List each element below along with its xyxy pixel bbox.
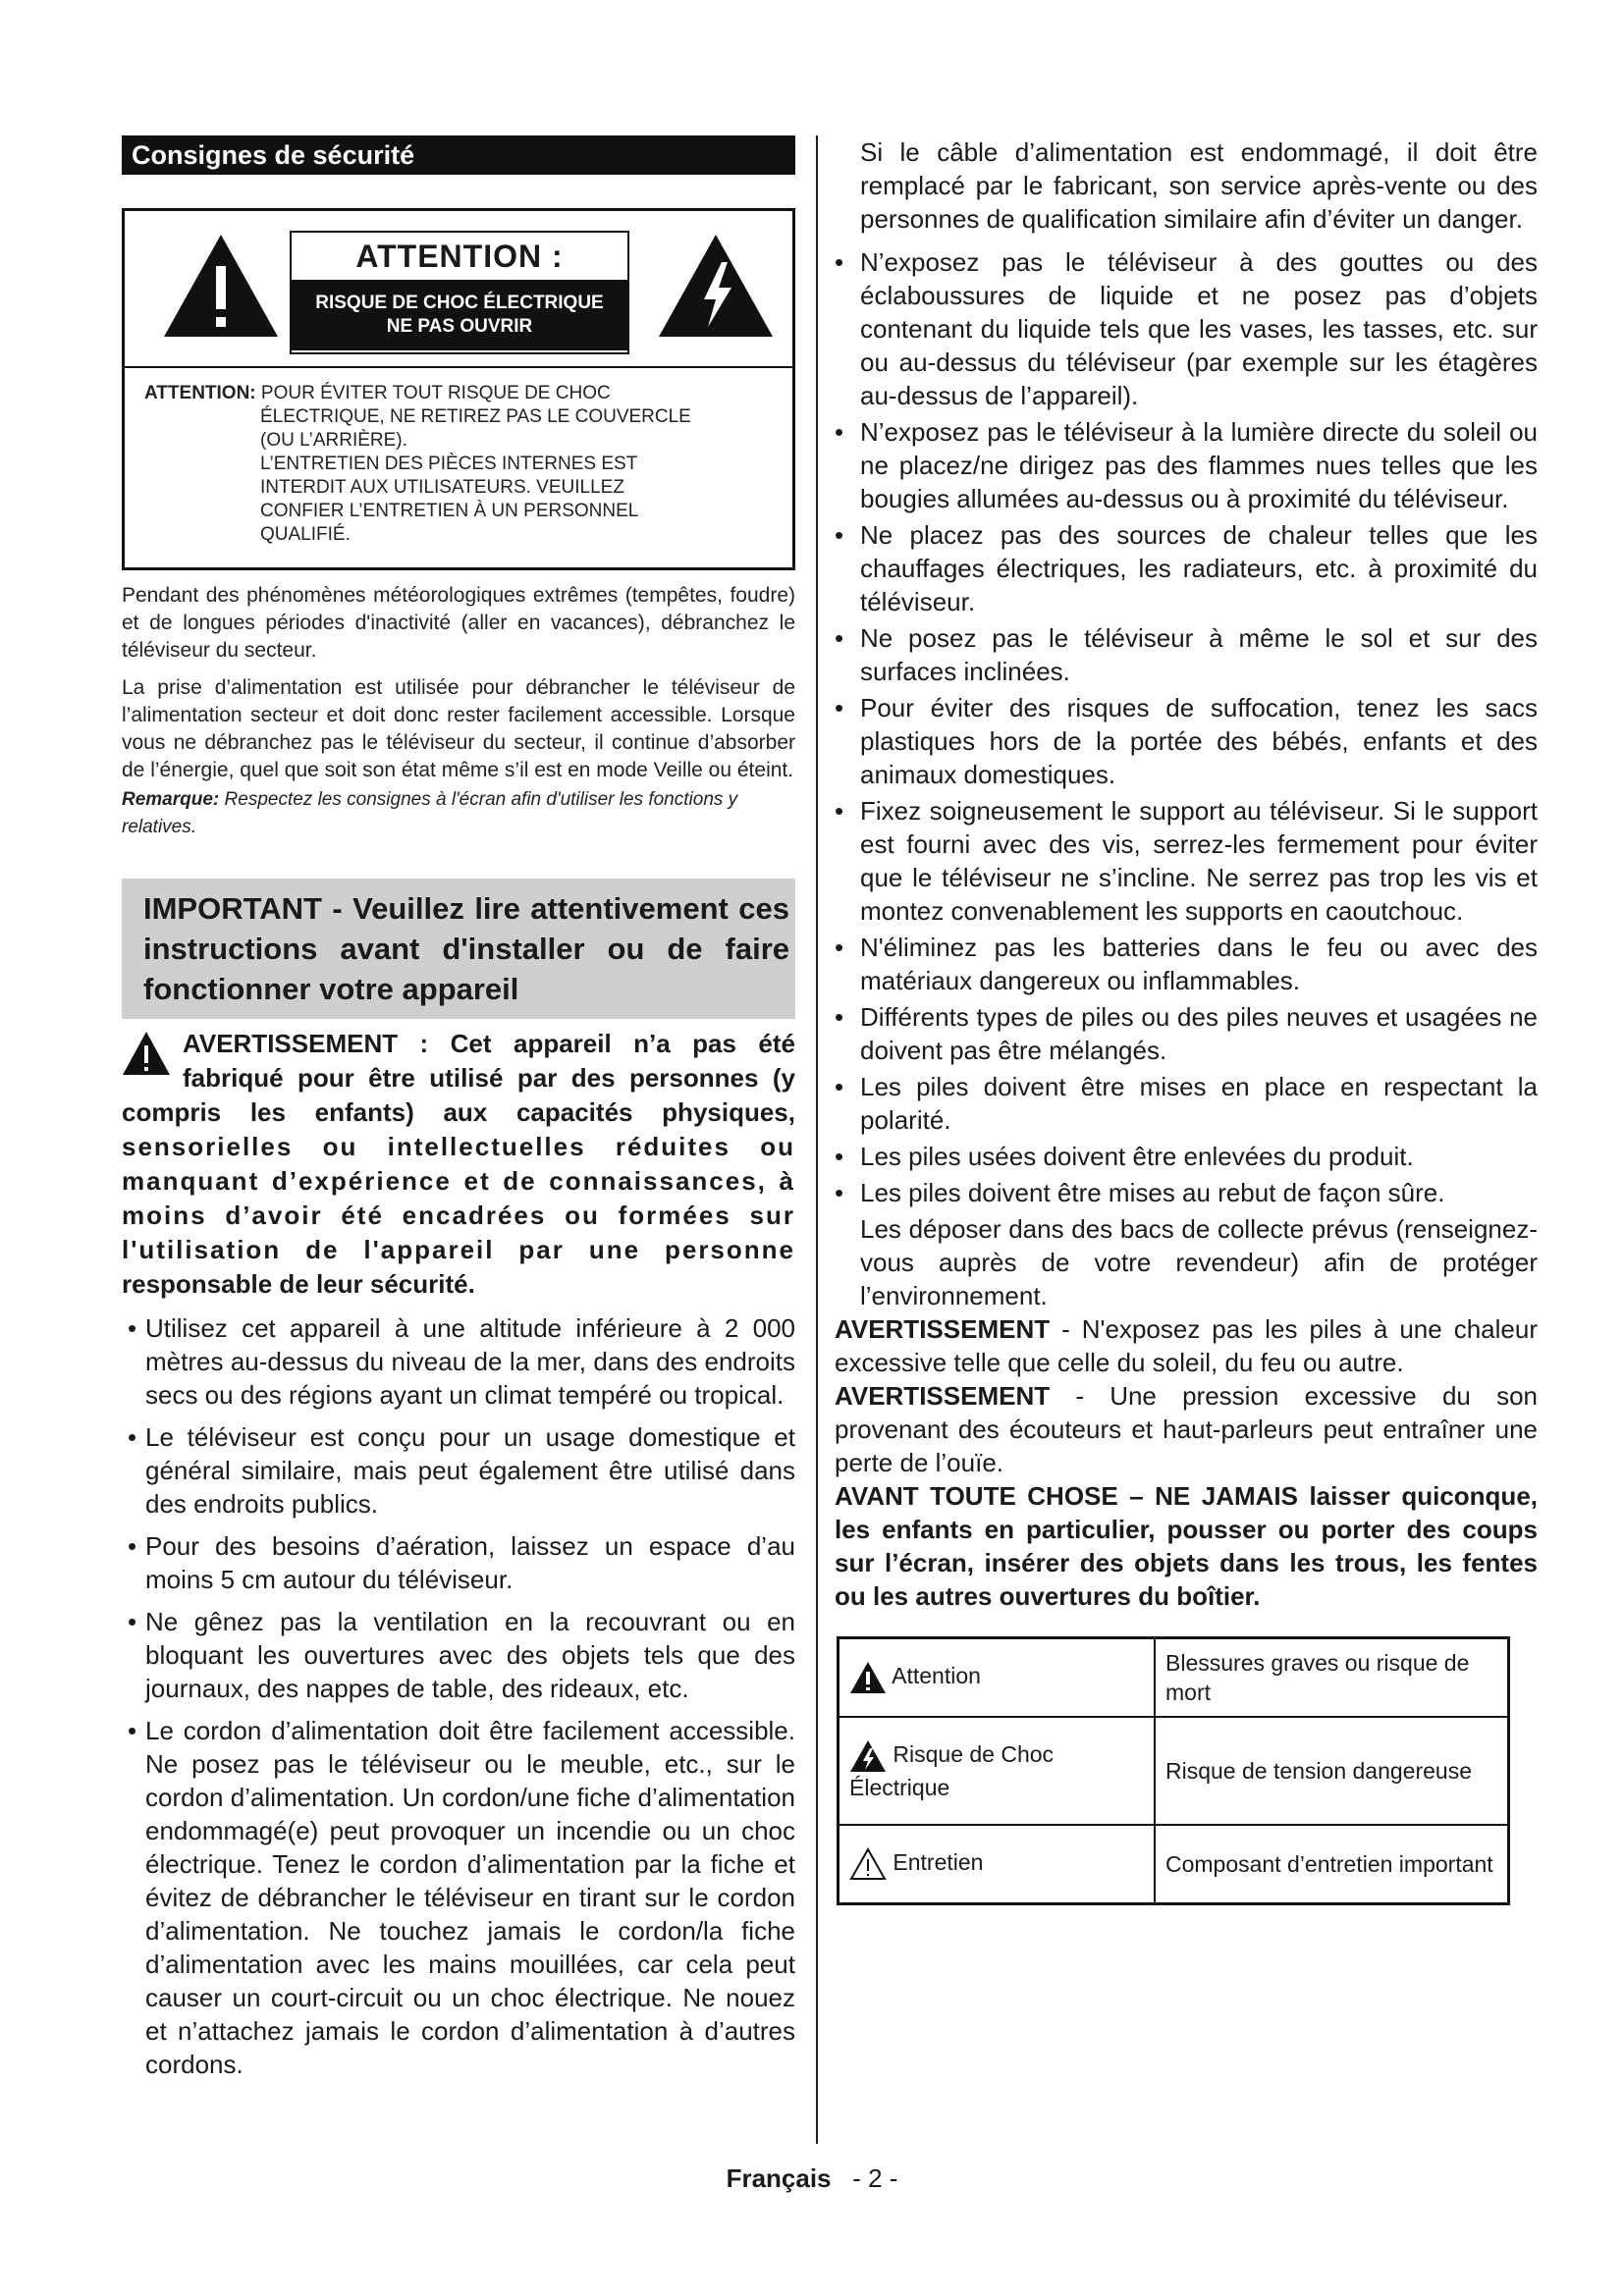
paragraph-power-plug: La prise d’alimentation est utilisée pour débrancher le téléviseur de l’alimentation secteur et doit donc rester facilement accessible. Lorsque vous ne débranchez pas le téléviseur du secteur, il continue d’absorber de l’énergie, quel que soit son état même s’il est en mode Veille ou éteint. (122, 676, 795, 781)
warning-disabled-persons: AVERTISSEMENT : Cet appareil n’a pas été fabriqué pour être utilisé par des personnes (y compris les enfants) aux capacités physiques, sensorielles ou intellectuelles réduites ou manquant d’expérience et de connaissances, à moins d’avoir été encadrées ou formées sur l'utilisation de l'appareil par une personne responsable de leur sécurité. (122, 1029, 795, 1299)
table-cell: Risque de Choc Électrique (839, 1717, 1156, 1825)
warning-box-text: ATTENTION: POUR ÉVITER TOUT RISQUE DE CHOC ÉLECTRIQUE, NE RETIREZ PAS LE COUVERCLE (OU L’ARRIÈRE). L’ENTRETIEN DES PIÈCES INTERNES EST INTERDIT AUX UTILISATEURS. VEUILLEZ CONFIER L’ENTRETIEN À UN PERSONNEL QUALIFIÉ. (144, 383, 691, 545)
warning-icon (849, 1661, 887, 1694)
list-item: • Différents types de piles ou des piles neuves et usagées ne doivent pas être mélangés. (835, 1000, 1538, 1067)
right-column (835, 135, 1538, 1905)
table-cell: Composant d’entretien important (1155, 1825, 1509, 1904)
lightning-warning-icon (849, 1739, 887, 1773)
important-banner: IMPORTANT - Veuillez lire attentivement ces instructions avant d'installer ou de faire fonctionner votre appareil (122, 879, 795, 1019)
list-item: • Pour éviter des risques de suffocation, tenez les sacs plastiques hors de la portée des bébés, enfants et des animaux domestiques. (835, 691, 1538, 791)
list-item: • Le cordon d’alimentation doit être facilement accessible. Ne posez pas le téléviseur ou le meuble, etc., sur le cordon d’alimentation. Un cordon/une fiche d’alimentation endommagé(e) peut provoquer un incendie ou un choc électrique. Tenez le cordon d’alimentation par la fiche et évitez de débrancher le téléviseur en tirant sur le cordon d’alimentation. Ne touchez jamais le cordon/la fiche d’alimentation avec les mains mouillées, car cela peut causer un court-circuit ou un choc électrique. Ne nouez et n’attachez jamais le cordon d’alimentation à d’autres cordons. (122, 1714, 795, 2081)
battery-heat-warning: AVERTISSEMENT - N'exposez pas les piles à une chaleur excessive telle que celle du soleil, du feu ou autre. (835, 1314, 1538, 1377)
warning-icon (122, 1031, 171, 1076)
list-item: • Ne gênez pas la ventilation en la recouvrant ou en bloquant les ouvertures avec des objets tels que des journaux, des nappes de table, des rideaux, etc. (122, 1605, 795, 1705)
list-item: • N’exposez pas le téléviseur à la lumière directe du soleil ou ne placez/ne dirigez pas des flammes nues telles que les bougies allumées au-dessus ou à proximité du téléviseur. (835, 415, 1538, 515)
paragraph-weather: Pendant des phénomènes météorologiques extrêmes (tempêtes, foudre) et de longues périodes d'inactivité (aller en vacances), débranchez le téléviseur du secteur. (122, 584, 795, 662)
battery-disposal-text: Les déposer dans des bacs de collecte prévus (renseignez-vous auprès de votre revendeur) afin de protéger l’environnement. (860, 1214, 1538, 1310)
left-column (122, 135, 795, 2090)
lightning-warning-icon (657, 233, 775, 339)
attention-subtitle: RISQUE DE CHOC ÉLECTRIQUE NE PAS OUVRIR (292, 280, 627, 350)
list-item: • Fixez soigneusement le support au téléviseur. Si le support est fourni avec des vis, serrez-les fermement pour éviter que le téléviseur ne s’incline. Ne serrez pas trop les vis et montez convenablement les supports en caoutchouc. (835, 794, 1538, 928)
list-item: • Les piles doivent être mises au rebut de façon sûre. (835, 1176, 1538, 1209)
right-bullet-list (835, 245, 1538, 1209)
table-cell: Attention (839, 1638, 1156, 1718)
list-item: • Le téléviseur est conçu pour un usage domestique et général similaire, mais peut également être utilisé dans des endroits publics. (122, 1420, 795, 1521)
table-row (839, 1825, 1509, 1904)
screen-safety-warning: AVANT TOUTE CHOSE – NE JAMAIS laisser quiconque, les enfants en particulier, pousser ou porter des coups sur l’écran, insérer des objets dans les trous, les fentes ou les autres ouvertures du boîtier. (835, 1481, 1538, 1611)
sound-pressure-warning: AVERTISSEMENT - Une pression excessive du son provenant des écouteurs et haut-parleurs peut entraîner une perte de l’ouïe. (835, 1381, 1538, 1477)
list-item: • Ne placez pas des sources de chaleur telles que les chauffages électriques, les radiateurs, etc. à proximité du téléviseur. (835, 518, 1538, 618)
left-bullet-list (122, 1311, 795, 2081)
power-cable-continuation: Si le câble d’alimentation est endommagé, il doit être remplacé par le fabricant, son service après-vente ou des personnes de qualification similaire afin d’éviter un danger. (860, 137, 1538, 234)
symbol-legend-table (837, 1636, 1510, 1905)
list-item: • Les piles doivent être mises en place en respectant la polarité. (835, 1070, 1538, 1137)
page-footer (0, 2163, 1624, 2194)
list-item: • N'éliminez pas les batteries dans le feu ou avec des matériaux dangereux ou inflammables. (835, 931, 1538, 997)
footer-language: Français (726, 2163, 832, 2193)
column-divider (816, 135, 818, 2144)
electric-shock-warning-box (122, 208, 795, 570)
remark: Remarque: Respectez les consignes à l'écran afin d'utiliser les fonctions y relatives. (122, 789, 738, 837)
table-row (839, 1638, 1509, 1718)
exclamation-warning-icon (162, 233, 280, 339)
list-item: • N’exposez pas le téléviseur à des gouttes ou des éclaboussures de liquide et ne posez pas d’objets contenant du liquide tels que les vases, les tasses, etc. sur ou au-dessus du téléviseur (par exemple sur les étagères au-dessus de l’appareil). (835, 245, 1538, 412)
attention-label-frame (290, 231, 629, 354)
table-cell: Blessures graves ou risque de mort (1155, 1638, 1509, 1718)
page-number: - 2 - (852, 2163, 898, 2193)
list-item: • Utilisez cet appareil à une altitude inférieure à 2 000 mètres au-dessus du niveau de la mer, dans des endroits secs ou des régions ayant un climat tempéré ou tropical. (122, 1311, 795, 1412)
maintenance-warning-icon (849, 1847, 887, 1881)
list-item: • Les piles usées doivent être enlevées du produit. (835, 1140, 1538, 1173)
table-row (839, 1717, 1509, 1825)
list-item: • Ne posez pas le téléviseur à même le sol et sur des surfaces inclinées. (835, 621, 1538, 688)
section-title: Consignes de sécurité (122, 135, 795, 175)
table-cell: Entretien (839, 1825, 1156, 1904)
table-cell: Risque de tension dangereuse (1155, 1717, 1509, 1825)
list-item: • Pour des besoins d’aération, laissez un espace d’au moins 5 cm autour du téléviseur. (122, 1529, 795, 1596)
attention-title: ATTENTION : (355, 239, 564, 274)
